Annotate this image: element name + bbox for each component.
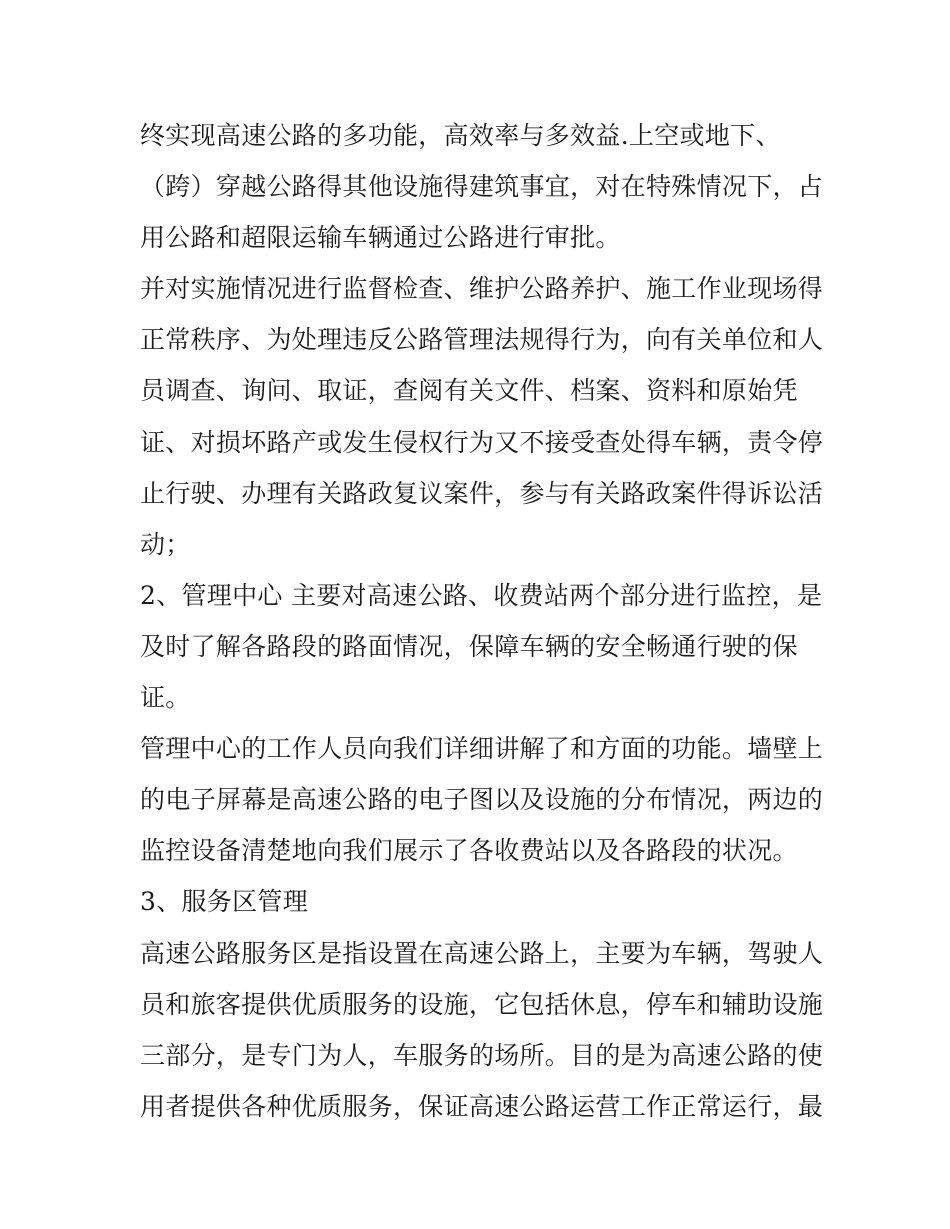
text-line: 高速公路服务区是指设置在高速公路上，主要为车辆，驾驶人 — [140, 938, 824, 968]
text-line: 证。 — [140, 683, 191, 713]
text-line: 员调查、询问、取证，查阅有关文件、档案、资料和原始凭 — [140, 376, 798, 406]
section-heading: 2、管理中心 主要对高速公路、收费站两个部分进行监控，是 — [140, 580, 823, 610]
section-heading: 3、服务区管理 — [140, 887, 309, 917]
text-line: 管理中心的工作人员向我们详细讲解了和方面的功能。墙壁上 — [140, 734, 824, 764]
text-line: 及时了解各路段的路面情况，保障车辆的安全畅通行驶的保 — [140, 631, 798, 661]
document-body — [140, 110, 824, 1132]
text-line: 三部分，是专门为人，车服务的场所。目的是为高速公路的使 — [140, 1040, 824, 1070]
text-line: 的电子屏幕是高速公路的电子图以及设施的分布情况，两边的 — [140, 785, 824, 815]
text-line: 止行驶、办理有关路政复议案件，参与有关路政案件得诉讼活 — [140, 478, 824, 508]
text-line: 用公路和超限运输车辆通过公路进行审批。 — [140, 223, 621, 253]
text-line: 用者提供各种优质服务，保证高速公路运营工作正常运行，最 — [140, 1091, 824, 1121]
text-line: 正常秩序、为处理违反公路管理法规得行为，向有关单位和人 — [140, 325, 824, 355]
text-line: 终实现高速公路的多功能，高效率与多效益.上空或地下、 — [140, 121, 781, 150]
text-line: 证、对损坏路产或发生侵权行为又不接受查处得车辆，责令停 — [140, 427, 824, 457]
text-line: 员和旅客提供优质服务的设施，它包括休息，停车和辅助设施 — [140, 989, 824, 1019]
text-line: 动； — [140, 529, 191, 559]
text-line: 并对实施情况进行监督检查、维护公路养护、施工作业现场得 — [140, 274, 824, 304]
text-line: 监控设备清楚地向我们展示了各收费站以及各路段的状况。 — [140, 836, 798, 866]
text-line: （跨）穿越公路得其他设施得建筑事宜，对在特殊情况下，占 — [140, 172, 824, 202]
